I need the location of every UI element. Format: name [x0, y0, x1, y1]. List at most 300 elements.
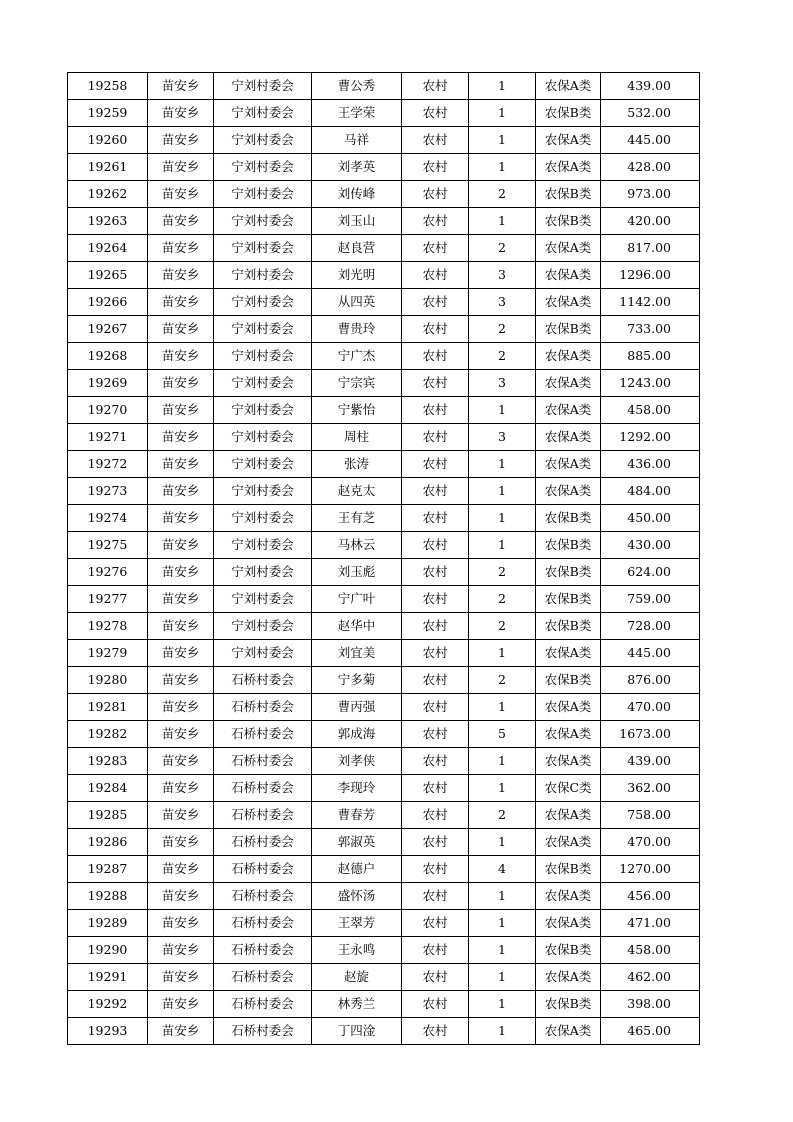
- table-row: [68, 73, 700, 100]
- name-cell: 赵良营: [312, 235, 402, 262]
- insurance-category-cell: 农保B类: [536, 991, 601, 1018]
- id-cell: 19282: [68, 721, 148, 748]
- table-row: [68, 235, 700, 262]
- id-cell: 19285: [68, 802, 148, 829]
- township-cell: 苗安乡: [148, 235, 214, 262]
- village-committee-cell: 宁刘村委会: [214, 586, 312, 613]
- township-cell: 苗安乡: [148, 559, 214, 586]
- village-committee-cell: 石桥村委会: [214, 937, 312, 964]
- table-row: [68, 181, 700, 208]
- amount-cell: 973.00: [601, 181, 700, 208]
- insurance-category-cell: 农保B类: [536, 856, 601, 883]
- id-cell: 19290: [68, 937, 148, 964]
- insurance-category-cell: 农保A类: [536, 343, 601, 370]
- table-row: [68, 667, 700, 694]
- area-type-cell: 农村: [402, 964, 469, 991]
- area-type-cell: 农村: [402, 73, 469, 100]
- insurance-category-cell: 农保A类: [536, 802, 601, 829]
- name-cell: 刘玉山: [312, 208, 402, 235]
- household-count-cell: 2: [469, 586, 536, 613]
- township-cell: 苗安乡: [148, 262, 214, 289]
- id-cell: 19270: [68, 397, 148, 424]
- records-table-body: [68, 73, 700, 1045]
- township-cell: 苗安乡: [148, 100, 214, 127]
- name-cell: 刘光明: [312, 262, 402, 289]
- village-committee-cell: 宁刘村委会: [214, 262, 312, 289]
- insurance-category-cell: 农保A类: [536, 829, 601, 856]
- table-row: [68, 289, 700, 316]
- household-count-cell: 2: [469, 235, 536, 262]
- household-count-cell: 3: [469, 289, 536, 316]
- household-count-cell: 3: [469, 262, 536, 289]
- insurance-category-cell: 农保A类: [536, 640, 601, 667]
- amount-cell: 439.00: [601, 73, 700, 100]
- village-committee-cell: 石桥村委会: [214, 694, 312, 721]
- table-row: [68, 478, 700, 505]
- amount-cell: 759.00: [601, 586, 700, 613]
- amount-cell: 445.00: [601, 640, 700, 667]
- table-row: [68, 775, 700, 802]
- insurance-category-cell: 农保A类: [536, 397, 601, 424]
- table-row: [68, 397, 700, 424]
- township-cell: 苗安乡: [148, 883, 214, 910]
- township-cell: 苗安乡: [148, 829, 214, 856]
- name-cell: 曹春芳: [312, 802, 402, 829]
- township-cell: 苗安乡: [148, 397, 214, 424]
- village-committee-cell: 宁刘村委会: [214, 478, 312, 505]
- insurance-category-cell: 农保A类: [536, 235, 601, 262]
- household-count-cell: 1: [469, 937, 536, 964]
- records-table: [67, 72, 700, 1045]
- area-type-cell: 农村: [402, 370, 469, 397]
- id-cell: 19278: [68, 613, 148, 640]
- insurance-category-cell: 农保A类: [536, 262, 601, 289]
- table-row: [68, 262, 700, 289]
- township-cell: 苗安乡: [148, 289, 214, 316]
- name-cell: 马林云: [312, 532, 402, 559]
- village-committee-cell: 宁刘村委会: [214, 73, 312, 100]
- insurance-category-cell: 农保A类: [536, 748, 601, 775]
- name-cell: 刘孝英: [312, 154, 402, 181]
- amount-cell: 1296.00: [601, 262, 700, 289]
- household-count-cell: 1: [469, 532, 536, 559]
- household-count-cell: 2: [469, 667, 536, 694]
- village-committee-cell: 宁刘村委会: [214, 532, 312, 559]
- table-row: [68, 721, 700, 748]
- id-cell: 19264: [68, 235, 148, 262]
- village-committee-cell: 宁刘村委会: [214, 181, 312, 208]
- household-count-cell: 2: [469, 613, 536, 640]
- amount-cell: 1673.00: [601, 721, 700, 748]
- village-committee-cell: 宁刘村委会: [214, 235, 312, 262]
- township-cell: 苗安乡: [148, 316, 214, 343]
- township-cell: 苗安乡: [148, 73, 214, 100]
- id-cell: 19281: [68, 694, 148, 721]
- household-count-cell: 1: [469, 127, 536, 154]
- amount-cell: 470.00: [601, 829, 700, 856]
- township-cell: 苗安乡: [148, 775, 214, 802]
- household-count-cell: 4: [469, 856, 536, 883]
- table-row: [68, 343, 700, 370]
- village-committee-cell: 石桥村委会: [214, 964, 312, 991]
- id-cell: 19272: [68, 451, 148, 478]
- area-type-cell: 农村: [402, 424, 469, 451]
- household-count-cell: 1: [469, 640, 536, 667]
- village-committee-cell: 石桥村委会: [214, 829, 312, 856]
- table-row: [68, 316, 700, 343]
- village-committee-cell: 宁刘村委会: [214, 613, 312, 640]
- insurance-category-cell: 农保B类: [536, 181, 601, 208]
- name-cell: 赵克太: [312, 478, 402, 505]
- insurance-category-cell: 农保A类: [536, 964, 601, 991]
- insurance-category-cell: 农保A类: [536, 694, 601, 721]
- area-type-cell: 农村: [402, 505, 469, 532]
- township-cell: 苗安乡: [148, 451, 214, 478]
- id-cell: 19291: [68, 964, 148, 991]
- amount-cell: 471.00: [601, 910, 700, 937]
- insurance-category-cell: 农保C类: [536, 775, 601, 802]
- village-committee-cell: 宁刘村委会: [214, 424, 312, 451]
- township-cell: 苗安乡: [148, 343, 214, 370]
- area-type-cell: 农村: [402, 478, 469, 505]
- name-cell: 郭成海: [312, 721, 402, 748]
- id-cell: 19273: [68, 478, 148, 505]
- insurance-category-cell: 农保B类: [536, 316, 601, 343]
- insurance-category-cell: 农保B类: [536, 208, 601, 235]
- amount-cell: 624.00: [601, 559, 700, 586]
- insurance-category-cell: 农保A类: [536, 424, 601, 451]
- name-cell: 马祥: [312, 127, 402, 154]
- name-cell: 盛怀汤: [312, 883, 402, 910]
- household-count-cell: 2: [469, 181, 536, 208]
- village-committee-cell: 石桥村委会: [214, 667, 312, 694]
- table-row: [68, 127, 700, 154]
- insurance-category-cell: 农保B类: [536, 586, 601, 613]
- amount-cell: 885.00: [601, 343, 700, 370]
- table-row: [68, 991, 700, 1018]
- name-cell: 赵旋: [312, 964, 402, 991]
- area-type-cell: 农村: [402, 235, 469, 262]
- amount-cell: 462.00: [601, 964, 700, 991]
- name-cell: 宁紫怡: [312, 397, 402, 424]
- household-count-cell: 1: [469, 748, 536, 775]
- amount-cell: 450.00: [601, 505, 700, 532]
- table-row: [68, 532, 700, 559]
- name-cell: 宁广叶: [312, 586, 402, 613]
- id-cell: 19259: [68, 100, 148, 127]
- village-committee-cell: 宁刘村委会: [214, 208, 312, 235]
- insurance-category-cell: 农保A类: [536, 451, 601, 478]
- township-cell: 苗安乡: [148, 640, 214, 667]
- township-cell: 苗安乡: [148, 694, 214, 721]
- id-cell: 19274: [68, 505, 148, 532]
- id-cell: 19271: [68, 424, 148, 451]
- name-cell: 宁广杰: [312, 343, 402, 370]
- township-cell: 苗安乡: [148, 1018, 214, 1045]
- village-committee-cell: 宁刘村委会: [214, 316, 312, 343]
- table-row: [68, 370, 700, 397]
- id-cell: 19262: [68, 181, 148, 208]
- area-type-cell: 农村: [402, 856, 469, 883]
- name-cell: 刘孝侠: [312, 748, 402, 775]
- amount-cell: 817.00: [601, 235, 700, 262]
- id-cell: 19260: [68, 127, 148, 154]
- township-cell: 苗安乡: [148, 910, 214, 937]
- area-type-cell: 农村: [402, 343, 469, 370]
- name-cell: 从四英: [312, 289, 402, 316]
- area-type-cell: 农村: [402, 802, 469, 829]
- insurance-category-cell: 农保B类: [536, 937, 601, 964]
- amount-cell: 728.00: [601, 613, 700, 640]
- insurance-category-cell: 农保A类: [536, 370, 601, 397]
- village-committee-cell: 宁刘村委会: [214, 289, 312, 316]
- name-cell: 郭淑英: [312, 829, 402, 856]
- table-row: [68, 100, 700, 127]
- id-cell: 19258: [68, 73, 148, 100]
- area-type-cell: 农村: [402, 451, 469, 478]
- village-committee-cell: 石桥村委会: [214, 910, 312, 937]
- township-cell: 苗安乡: [148, 208, 214, 235]
- village-committee-cell: 石桥村委会: [214, 721, 312, 748]
- household-count-cell: 1: [469, 208, 536, 235]
- table-row: [68, 505, 700, 532]
- id-cell: 19284: [68, 775, 148, 802]
- amount-cell: 439.00: [601, 748, 700, 775]
- township-cell: 苗安乡: [148, 802, 214, 829]
- amount-cell: 484.00: [601, 478, 700, 505]
- name-cell: 王翠芳: [312, 910, 402, 937]
- insurance-category-cell: 农保A类: [536, 1018, 601, 1045]
- insurance-category-cell: 农保A类: [536, 127, 601, 154]
- id-cell: 19287: [68, 856, 148, 883]
- area-type-cell: 农村: [402, 154, 469, 181]
- village-committee-cell: 石桥村委会: [214, 856, 312, 883]
- township-cell: 苗安乡: [148, 127, 214, 154]
- household-count-cell: 5: [469, 721, 536, 748]
- name-cell: 王永鸣: [312, 937, 402, 964]
- amount-cell: 532.00: [601, 100, 700, 127]
- village-committee-cell: 石桥村委会: [214, 802, 312, 829]
- name-cell: 宁多菊: [312, 667, 402, 694]
- insurance-category-cell: 农保A类: [536, 478, 601, 505]
- area-type-cell: 农村: [402, 667, 469, 694]
- household-count-cell: 1: [469, 73, 536, 100]
- township-cell: 苗安乡: [148, 991, 214, 1018]
- amount-cell: 1270.00: [601, 856, 700, 883]
- village-committee-cell: 石桥村委会: [214, 775, 312, 802]
- area-type-cell: 农村: [402, 397, 469, 424]
- area-type-cell: 农村: [402, 910, 469, 937]
- amount-cell: 1142.00: [601, 289, 700, 316]
- area-type-cell: 农村: [402, 991, 469, 1018]
- household-count-cell: 1: [469, 991, 536, 1018]
- village-committee-cell: 石桥村委会: [214, 1018, 312, 1045]
- township-cell: 苗安乡: [148, 424, 214, 451]
- amount-cell: 398.00: [601, 991, 700, 1018]
- amount-cell: 470.00: [601, 694, 700, 721]
- household-count-cell: 1: [469, 775, 536, 802]
- name-cell: 刘玉彪: [312, 559, 402, 586]
- id-cell: 19280: [68, 667, 148, 694]
- area-type-cell: 农村: [402, 532, 469, 559]
- area-type-cell: 农村: [402, 289, 469, 316]
- id-cell: 19269: [68, 370, 148, 397]
- township-cell: 苗安乡: [148, 532, 214, 559]
- area-type-cell: 农村: [402, 748, 469, 775]
- id-cell: 19286: [68, 829, 148, 856]
- household-count-cell: 2: [469, 802, 536, 829]
- township-cell: 苗安乡: [148, 505, 214, 532]
- table-row: [68, 424, 700, 451]
- area-type-cell: 农村: [402, 262, 469, 289]
- insurance-category-cell: 农保B类: [536, 505, 601, 532]
- township-cell: 苗安乡: [148, 613, 214, 640]
- household-count-cell: 3: [469, 370, 536, 397]
- village-committee-cell: 宁刘村委会: [214, 154, 312, 181]
- amount-cell: 876.00: [601, 667, 700, 694]
- township-cell: 苗安乡: [148, 181, 214, 208]
- area-type-cell: 农村: [402, 127, 469, 154]
- household-count-cell: 2: [469, 316, 536, 343]
- village-committee-cell: 宁刘村委会: [214, 343, 312, 370]
- household-count-cell: 1: [469, 829, 536, 856]
- name-cell: 林秀兰: [312, 991, 402, 1018]
- insurance-category-cell: 农保B类: [536, 100, 601, 127]
- name-cell: 赵德户: [312, 856, 402, 883]
- insurance-category-cell: 农保B类: [536, 667, 601, 694]
- table-row: [68, 1018, 700, 1045]
- id-cell: 19263: [68, 208, 148, 235]
- amount-cell: 362.00: [601, 775, 700, 802]
- village-committee-cell: 石桥村委会: [214, 748, 312, 775]
- name-cell: 李现玲: [312, 775, 402, 802]
- household-count-cell: 1: [469, 910, 536, 937]
- area-type-cell: 农村: [402, 613, 469, 640]
- name-cell: 曹公秀: [312, 73, 402, 100]
- household-count-cell: 1: [469, 505, 536, 532]
- amount-cell: 428.00: [601, 154, 700, 181]
- insurance-category-cell: 农保B类: [536, 559, 601, 586]
- area-type-cell: 农村: [402, 181, 469, 208]
- amount-cell: 465.00: [601, 1018, 700, 1045]
- area-type-cell: 农村: [402, 937, 469, 964]
- table-row: [68, 451, 700, 478]
- id-cell: 19289: [68, 910, 148, 937]
- table-row: [68, 208, 700, 235]
- area-type-cell: 农村: [402, 316, 469, 343]
- amount-cell: 1292.00: [601, 424, 700, 451]
- amount-cell: 458.00: [601, 397, 700, 424]
- household-count-cell: 1: [469, 883, 536, 910]
- area-type-cell: 农村: [402, 829, 469, 856]
- name-cell: 王学荣: [312, 100, 402, 127]
- id-cell: 19293: [68, 1018, 148, 1045]
- name-cell: 赵华中: [312, 613, 402, 640]
- name-cell: 曹丙强: [312, 694, 402, 721]
- amount-cell: 430.00: [601, 532, 700, 559]
- insurance-category-cell: 农保A类: [536, 883, 601, 910]
- table-row: [68, 559, 700, 586]
- household-count-cell: 2: [469, 559, 536, 586]
- area-type-cell: 农村: [402, 883, 469, 910]
- id-cell: 19266: [68, 289, 148, 316]
- township-cell: 苗安乡: [148, 370, 214, 397]
- name-cell: 周柱: [312, 424, 402, 451]
- insurance-category-cell: 农保A类: [536, 73, 601, 100]
- village-committee-cell: 宁刘村委会: [214, 100, 312, 127]
- household-count-cell: 1: [469, 1018, 536, 1045]
- id-cell: 19292: [68, 991, 148, 1018]
- household-count-cell: 2: [469, 343, 536, 370]
- id-cell: 19267: [68, 316, 148, 343]
- name-cell: 张涛: [312, 451, 402, 478]
- insurance-category-cell: 农保B类: [536, 613, 601, 640]
- township-cell: 苗安乡: [148, 667, 214, 694]
- household-count-cell: 1: [469, 478, 536, 505]
- name-cell: 丁四淦: [312, 1018, 402, 1045]
- township-cell: 苗安乡: [148, 586, 214, 613]
- insurance-category-cell: 农保A类: [536, 289, 601, 316]
- table-row: [68, 154, 700, 181]
- insurance-category-cell: 农保A类: [536, 154, 601, 181]
- table-row: [68, 829, 700, 856]
- id-cell: 19277: [68, 586, 148, 613]
- area-type-cell: 农村: [402, 721, 469, 748]
- township-cell: 苗安乡: [148, 856, 214, 883]
- township-cell: 苗安乡: [148, 721, 214, 748]
- id-cell: 19288: [68, 883, 148, 910]
- amount-cell: 458.00: [601, 937, 700, 964]
- table-row: [68, 613, 700, 640]
- id-cell: 19265: [68, 262, 148, 289]
- amount-cell: 758.00: [601, 802, 700, 829]
- name-cell: 刘宜美: [312, 640, 402, 667]
- id-cell: 19261: [68, 154, 148, 181]
- id-cell: 19275: [68, 532, 148, 559]
- name-cell: 刘传峰: [312, 181, 402, 208]
- amount-cell: 436.00: [601, 451, 700, 478]
- table-row: [68, 883, 700, 910]
- name-cell: 曹贵玲: [312, 316, 402, 343]
- village-committee-cell: 石桥村委会: [214, 883, 312, 910]
- township-cell: 苗安乡: [148, 478, 214, 505]
- amount-cell: 420.00: [601, 208, 700, 235]
- id-cell: 19283: [68, 748, 148, 775]
- table-row: [68, 964, 700, 991]
- village-committee-cell: 宁刘村委会: [214, 127, 312, 154]
- household-count-cell: 1: [469, 100, 536, 127]
- table-row: [68, 640, 700, 667]
- village-committee-cell: 宁刘村委会: [214, 505, 312, 532]
- area-type-cell: 农村: [402, 208, 469, 235]
- table-row: [68, 748, 700, 775]
- area-type-cell: 农村: [402, 586, 469, 613]
- area-type-cell: 农村: [402, 775, 469, 802]
- household-count-cell: 1: [469, 694, 536, 721]
- household-count-cell: 3: [469, 424, 536, 451]
- table-row: [68, 937, 700, 964]
- village-committee-cell: 宁刘村委会: [214, 451, 312, 478]
- records-table-container: [67, 72, 699, 1045]
- table-row: [68, 856, 700, 883]
- table-row: [68, 910, 700, 937]
- table-row: [68, 802, 700, 829]
- household-count-cell: 1: [469, 154, 536, 181]
- household-count-cell: 1: [469, 451, 536, 478]
- village-committee-cell: 宁刘村委会: [214, 397, 312, 424]
- insurance-category-cell: 农保B类: [536, 532, 601, 559]
- area-type-cell: 农村: [402, 559, 469, 586]
